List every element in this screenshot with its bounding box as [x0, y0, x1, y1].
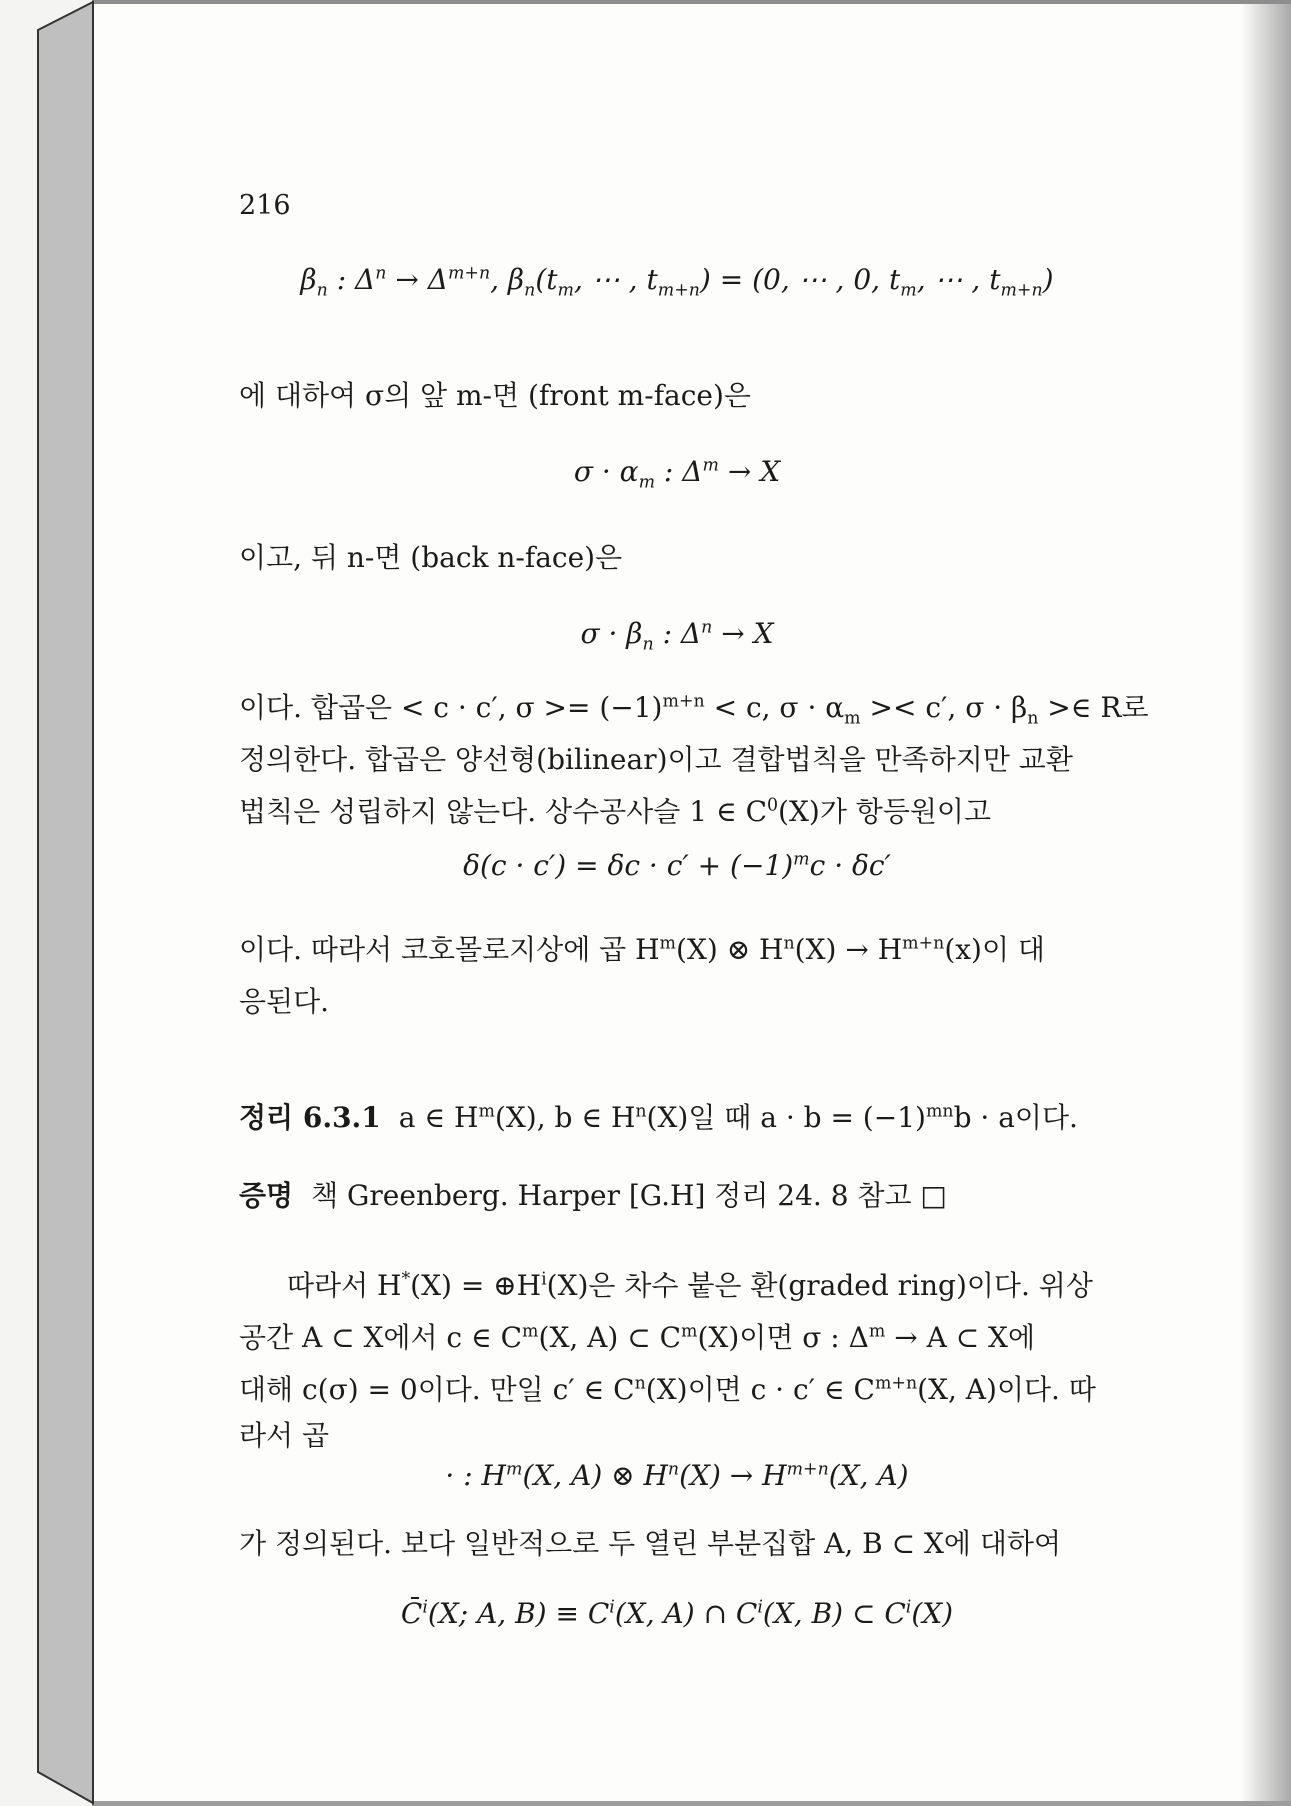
formula-relative-cup: · : $H^m(X$, A) ⊗ $H^n(X) \to H^{m+n}(X$, A) — [445, 1459, 909, 1492]
proof-line — [239, 1176, 1171, 1216]
text-line-front-face: 에 대하여 σ의 앞 m-면 (front m-face)은 — [239, 379, 751, 412]
text-line-back-face: 이고, 뒤 n-면 (back n-face)은 — [239, 541, 623, 574]
text-line-cohomology-2: 응된다. — [239, 985, 330, 1018]
text-line-graded-ring-1: 따라서 $H^*(X) = \oplus H^i(X)$은 차수 붙은 환(graded ring)이다. 위상 — [287, 1269, 1093, 1302]
text-line-cup-product-1: 이다. 합곱은 < c · c′, $\sigma >= (-1)^{m+n} < c$, $\sigma \cdot \alpha_m >< c'$, $\sigma \cdot \beta_n$ >∈ R로 — [239, 691, 1149, 729]
page-curl-gradient — [1241, 4, 1291, 1801]
theorem-631 — [239, 1098, 1171, 1138]
proof-text: 책 Greenberg. Harper [G.H] 정리 24. 8 참고 □ — [311, 1179, 947, 1212]
page-edge-polygon — [38, 2, 93, 1803]
formula-beta-def: $\beta_n$ : $\Delta^n \to \Delta^{m+n}$, $\beta_n(t_m$, ⋯ , $t_{m+n}) = (0$, ⋯ , 0, $t_m$, ⋯ , $t_{m+n}$) — [300, 263, 1054, 301]
page-number: 216 — [239, 190, 291, 221]
text-line-graded-ring-3: 대해 c(σ) = 0이다. 만일 c′ ∈ $C^n(X)$이면 c · c′ ∈ $C^{m+n}(X$, A)이다. 따 — [239, 1373, 1096, 1406]
text-line-cohomology-1: 이다. 따라서 코호몰로지상에 곱 $H^m(X)$ ⊗ $H^n(X) \to H^{m+n}(x)$이 대 — [239, 933, 1045, 966]
formula-cbar-def: C̄$^i$(X; A, $B) \equiv C^i(X$, A) ∩ $C^i(X$, B) ⊂ $C^i(X)$ — [400, 1597, 954, 1630]
theorem-statement: a ∈ $H^m(X)$, b ∈ $H^n(X)$일 때 $a \cdot b = (-1)^{mn}b \cdot a$이다. — [398, 1101, 1078, 1134]
formula-leibniz: $\delta(c \cdot c') = \delta c \cdot c' + (-1)^mc \cdot \delta c'$ — [463, 849, 891, 882]
text-line-cup-product-3: 법칙은 성립하지 않는다. 상수공사슬 1 ∈ $C^0(X)$가 항등원이고 — [239, 795, 992, 828]
text-line-open-subsets: 가 정의된다. 보다 일반적으로 두 열린 부분집합 A, B ⊂ X에 대하여 — [239, 1527, 1062, 1560]
proof-label: 증명 — [239, 1179, 294, 1212]
text-line-graded-ring-2: 공간 A ⊂ X에서 c ∈ $C^m(X$, A) ⊂ $C^m(X)$이면 σ : $\Delta^m \to A$ ⊂ X에 — [239, 1321, 1036, 1354]
theorem-label: 정리 6.3.1 — [239, 1101, 381, 1134]
formula-front-face: $\sigma \cdot \alpha_m$ : $\Delta^m \to X$ — [573, 455, 781, 493]
formula-back-face: $\sigma \cdot \beta_n$ : $\Delta^n \to X$ — [580, 617, 774, 655]
book-page — [92, 0, 1291, 1806]
text-line-graded-ring-4: 라서 곱 — [239, 1419, 330, 1452]
text-line-cup-product-2: 정의한다. 합곱은 양선형(bilinear)이고 결합법칙을 만족하지만 교환 — [239, 743, 1073, 776]
